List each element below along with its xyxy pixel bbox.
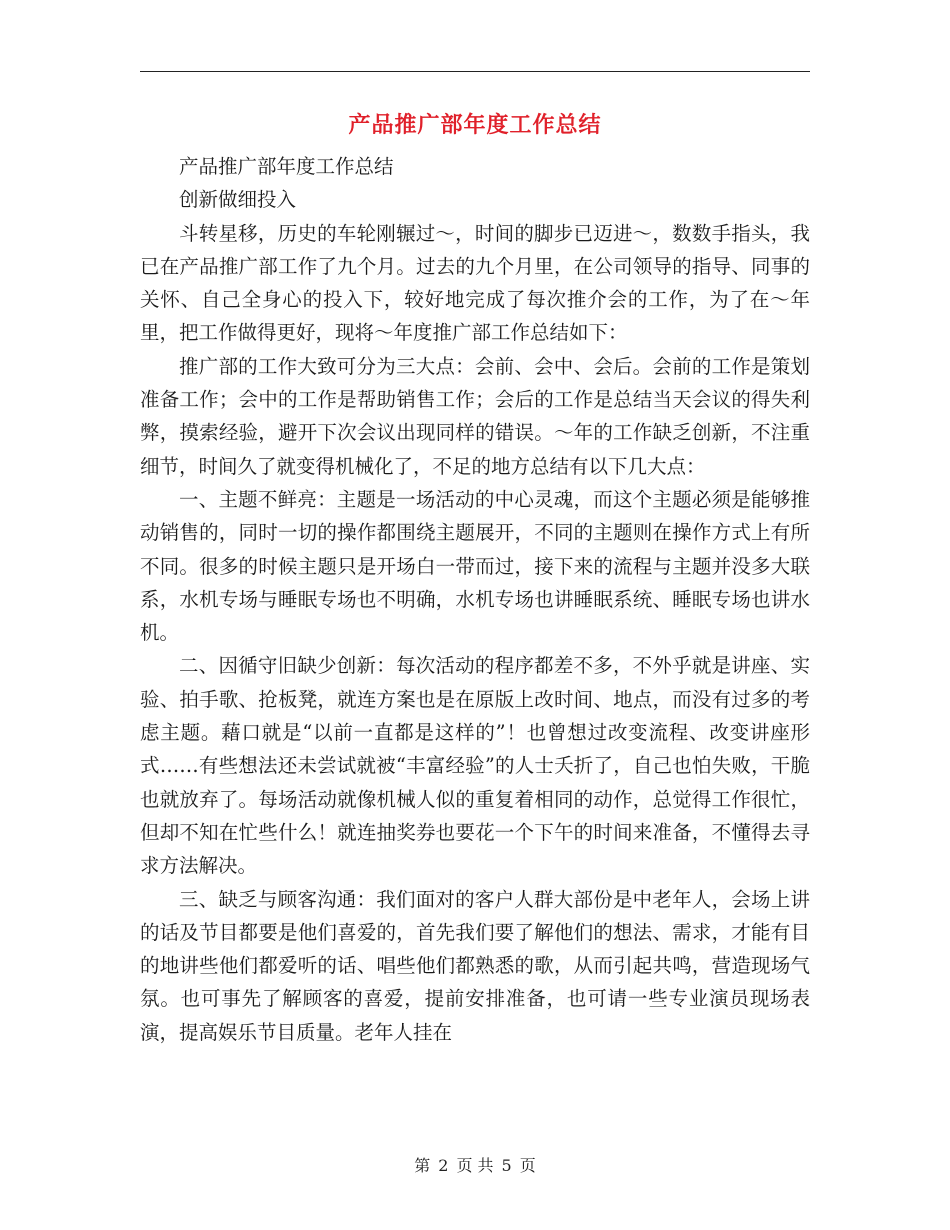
paragraph-point-two: 二、因循守旧缺少创新：每次活动的程序都差不多，不外乎就是讲座、实验、拍手歌、抢板凳，就连方案也是在原版上改时间、地点，而没有过多的考虑主题。藉口就是“以前一直都是这样的”！也曾想过改变流程、改变讲座形式……有些想法还未尝试就被“丰富经验”的人士夭折了，自己也怕失败，干脆也就放弃了。每场活动就像机械人似的重复着相同的动作，总觉得工作很忙，但却不知在忙些什么！就连抽奖券也要花一个下午的时间来准备，不懂得去寻求方法解决。 (140, 654, 810, 878)
paragraph-theme: 创新做细投入 (179, 188, 297, 212)
document-body (140, 150, 810, 1049)
footer-middle: 页 共 (456, 1156, 494, 1175)
paragraph-point-one: 一、主题不鲜亮：主题是一场活动的中心灵魂，而这个主题必须是能够推动销售的，同时一切的操作都围绕主题展开，不同的主题则在操作方式上有所不同。很多的时候主题只是开场白一带而过，接下来的流程与主题并没多大联系，水机专场与睡眠专场也不明确，水机专场也讲睡眠系统、睡眠专场也讲水机。 (140, 487, 810, 645)
footer-prefix: 第 (414, 1156, 431, 1175)
paragraph-point-three: 三、缺乏与顾客沟通：我们面对的客户人群大部份是中老年人，会场上讲的话及节目都要是他们喜爱的，首先我们要了解他们的想法、需求，才能有目的地讲些他们都爱听的话、唱些他们都熟悉的歌，从而引起共鸣，营造现场气氛。也可事先了解顾客的喜爱，提前安排准备，也可请一些专业演员现场表演，提高娱乐节目质量。老年人挂在 (140, 887, 810, 1044)
document-title: 产品推广部年度工作总结 (348, 113, 602, 138)
paragraph-subtitle: 产品推广部年度工作总结 (179, 155, 394, 178)
header-rule (140, 71, 810, 72)
footer-suffix: 页 (519, 1156, 536, 1175)
page-footer (0, 1153, 950, 1176)
paragraph-intro: 斗转星移，历史的车轮刚辗过～，时间的脚步已迈进～，数数手指头，我已在产品推广部工作了九个月。过去的九个月里，在公司领导的指导、同事的关怀、自己全身心的投入下，较好地完成了每次推介会的工作，为了在～年里，把工作做得更好，现将～年度推广部工作总结如下： (140, 221, 810, 345)
page-total: 5 (501, 1156, 512, 1175)
page-number: 2 (438, 1156, 449, 1175)
paragraph-overview: 推广部的工作大致可分为三大点：会前、会中、会后。会前的工作是策划准备工作；会中的工作是帮助销售工作；会后的工作是总结当天会议的得失利弊，摸索经验，避开下次会议出现同样的错误。～年的工作缺乏创新，不注重细节，时间久了就变得机械化了，不足的地方总结有以下几大点： (140, 354, 810, 478)
